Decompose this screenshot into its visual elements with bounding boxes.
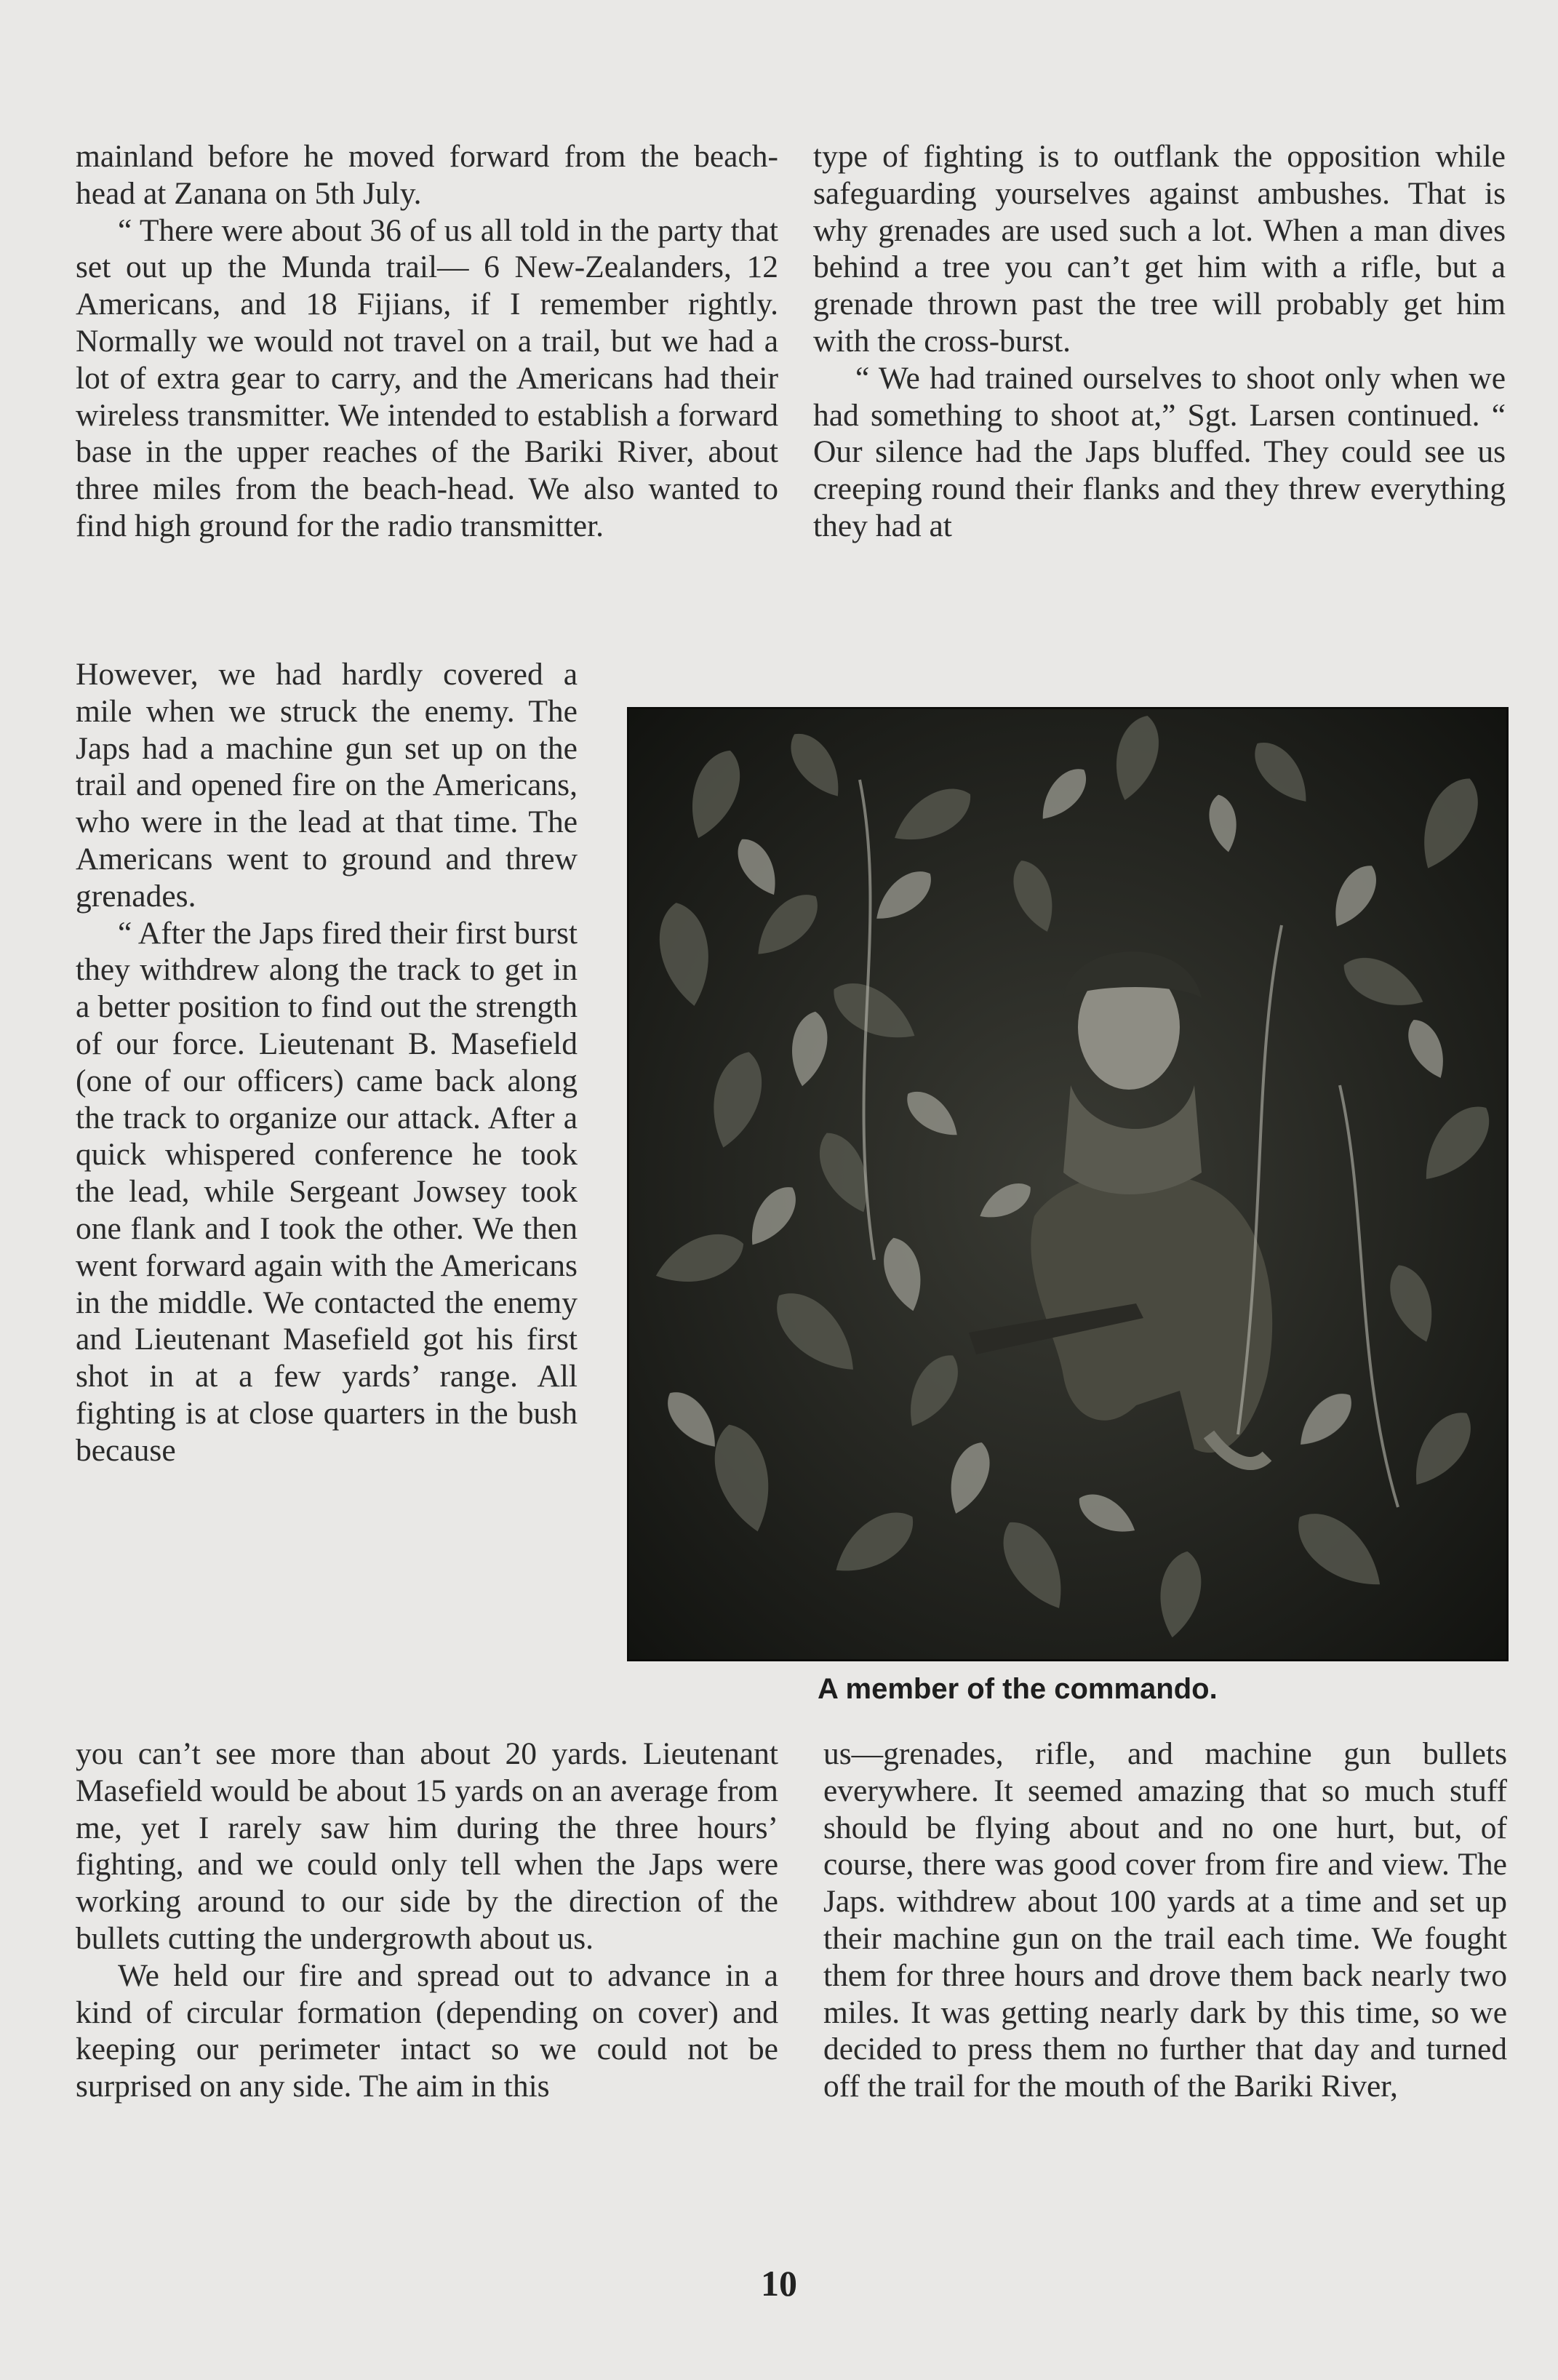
paragraph: type of fighting is to outflank the opposition while safeguarding yourselves against ambushes. That is why grenades are used such a lot. When a man dives behind a tree you can’t get him with a rifle, but a grenade thrown past the tree will probably get him with the cross-burst. <box>813 139 1506 359</box>
paragraph: “ We had trained ourselves to shoot only when we had something to shoot at,” Sgt. Larsen continued. “ Our silence had the Japs bluffed. They could see us creeping round their flanks and they threw everything they had at <box>813 360 1506 543</box>
right-column-top <box>813 138 1506 545</box>
commando-photo <box>627 707 1509 1661</box>
paragraph: mainland before he moved forward from the beach-head at Zanana on 5th July. <box>76 139 778 211</box>
right-column-bottom <box>823 1736 1507 2105</box>
paragraph: However, we had hardly covered a mile when we struck the enemy. The Japs had a machine gun set up on the trail and opened fire on the Americans, who were in the lead at that time. The Americans went to ground and threw grenades. <box>76 657 578 914</box>
left-column-bottom <box>76 1736 778 2105</box>
paragraph: “ After the Japs fired their first burst they withdrew along the track to get in a better position to find out the strength of our force. Lieutenant B. Masefield (one of our officers) came back along the track to organize our attack. After a quick whispered conference he took the lead, while Sergeant Jowsey took one flank and I took the other. We then went forward again with the Americans in the middle. We contacted the enemy and Lieutenant Masefield got his first shot in at a few yards’ range. All fighting is at close quarters in the bush because <box>76 915 578 1468</box>
paragraph: you can’t see more than about 20 yards. Lieutenant Masefield would be about 15 yards on an average from me, yet I rarely saw him during the three hours’ fighting, and we could only tell when the Japs were working around to our side by the direction of the bullets cutting the undergrowth about us. <box>76 1736 778 1956</box>
paragraph: “ There were about 36 of us all told in the party that set out up the Munda trail— 6 New-Zealanders, 12 Americans, and 18 Fijians, if I remember rightly. Normally we would not travel on a trail, but we had a lot of extra gear to carry, and the Americans had their wireless transmitter. We intended to establish a forward base in the upper reaches of the Bariki River, about three miles from the beach-head. We also wanted to find high ground for the radio transmitter. <box>76 212 778 543</box>
left-column-top <box>76 138 778 545</box>
paragraph: us—grenades, rifle, and machine gun bullets everywhere. It seemed amazing that so much stuff should be flying about and no one hurt, but, of course, there was good cover from fire and view. The Japs. withdrew about 100 yards at a time and set up their machine gun on the trail each time. We fought them for three hours and drove them back nearly two miles. It was getting nearly dark by this time, so we decided to press them no further that day and turned off the trail for the mouth of the Bariki River, <box>823 1736 1507 2104</box>
page-number: 10 <box>761 2263 797 2304</box>
photo-caption: A member of the commando. <box>818 1673 1218 1705</box>
paragraph: We held our fire and spread out to advance in a kind of circular formation (depending on cover) and keeping our perimeter intact so we could not be surprised on any side. The aim in this <box>76 1957 778 2104</box>
jungle-soldier-illustration <box>627 707 1509 1661</box>
left-column-wrapped <box>76 656 578 1469</box>
